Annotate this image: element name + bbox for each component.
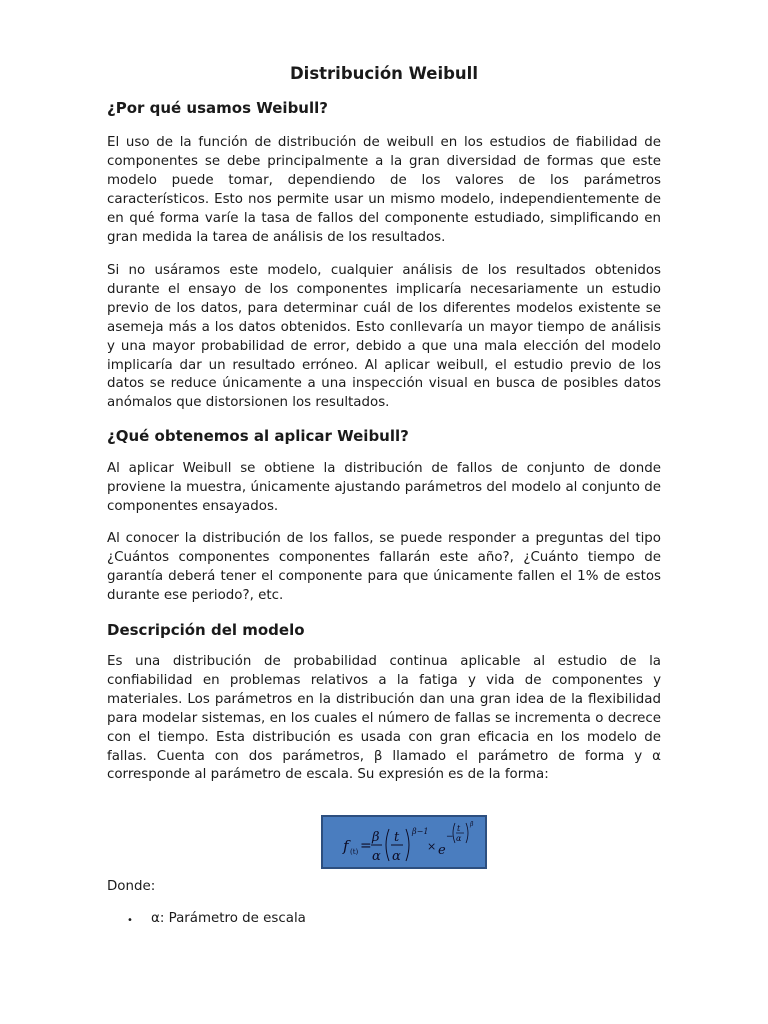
formula-t: t xyxy=(394,830,400,845)
formula-e: e xyxy=(438,843,446,858)
paragraph-why-weibull-1: El uso de la función de distribución de weibull en los estudios de fiabilidad de componentes se debe principalmente a la gran diversidad de formas que este modelo puede tomar, dependiendo de los valores de los parámetros característicos. Esto nos permite usar un mismo modelo, independientemente de en qué forma varíe la tasa de fallos del componente estudiado, simplificando en gran medida la tarea de análisis de los resultados. xyxy=(107,135,661,245)
paragraph-what-we-get-2: Al conocer la distribución de los fallos, se puede responder a preguntas del tipo ¿Cuántos componentes componentes fallarán este año?, ¿Cuánto tiempo de garantía deberá tener el componente para que únicamente fallen el 1% de estos durante ese periodo?, etc. xyxy=(107,531,661,603)
paragraph-what-we-get-1: Al aplicar Weibull se obtiene la distribución de fallos de conjunto de donde proviene la muestra, únicamente ajustando parámetros del modelo al conjunto de componentes ensayados. xyxy=(107,461,661,514)
formula-inner-alpha: α xyxy=(456,834,462,843)
bullet-icon: • xyxy=(127,915,133,926)
formula-times: × xyxy=(427,840,437,853)
section-heading-what-we-get: ¿Qué obtenemos al aplicar Weibull? xyxy=(107,427,409,445)
formula-inner-exponent: β xyxy=(470,821,474,828)
formula-right-paren xyxy=(406,829,409,861)
formula-exponent: β−1 xyxy=(412,827,429,836)
list-item-text: α: Parámetro de escala xyxy=(151,911,306,926)
formula-beta: β xyxy=(372,830,380,845)
paragraph-model-description: Es una distribución de probabilidad continua aplicable al estudio de la confiabilidad en problemas relativos a la fatiga y vida de componentes y materiales. Los parámetros en la distribución dan una gran idea de la flexibilidad para modelar sistemas, en los cuales el número de fallas se incrementa o decrece con el tiempo. Esta distribución es usada con gran eficacia en los modelo de fallas. Cuenta con dos parámetros, β llamado el parámetro de forma y α corresponde al parámetro de escala. Su expresión es de la forma: xyxy=(107,654,661,783)
donde-label: Donde: xyxy=(107,879,156,894)
formula-inner-t: t xyxy=(457,824,461,833)
formula-f: f xyxy=(343,837,349,855)
section-heading-why-weibull: ¿Por qué usamos Weibull? xyxy=(107,99,328,117)
formula-subscript: (t) xyxy=(350,848,359,856)
parameter-list xyxy=(127,911,306,926)
formula-minus: − xyxy=(446,832,454,842)
weibull-formula xyxy=(323,817,485,867)
document-title: Distribución Weibull xyxy=(289,64,478,83)
formula-alpha-2: α xyxy=(392,849,401,864)
formula-inner-right-paren xyxy=(466,823,468,843)
formula-equals: = xyxy=(360,838,372,854)
section-heading-model-description: Descripción del modelo xyxy=(107,621,305,639)
formula-left-paren xyxy=(386,829,389,861)
list-item xyxy=(127,911,306,926)
formula-alpha: α xyxy=(372,849,381,864)
paragraph-why-weibull-2: Si no usáramos este modelo, cualquier análisis de los resultados obtenidos durante el ensayo de los componentes implicaría necesariamente un estudio previo de los datos, para determinar cuál de los diferentes modelos existente se asemeja más a los datos obtenidos. Esto conllevaría un mayor tiempo de análisis y una mayor probabilidad de error, debido a que una mala elección del modelo implicaría dar un resultado erróneo. Al aplicar weibull, el estudio previo de los datos se reduce únicamente a una inspección visual en busca de posibles datos anómalos que distorsionen los resultados. xyxy=(107,263,661,411)
weibull-formula-box xyxy=(321,815,487,869)
